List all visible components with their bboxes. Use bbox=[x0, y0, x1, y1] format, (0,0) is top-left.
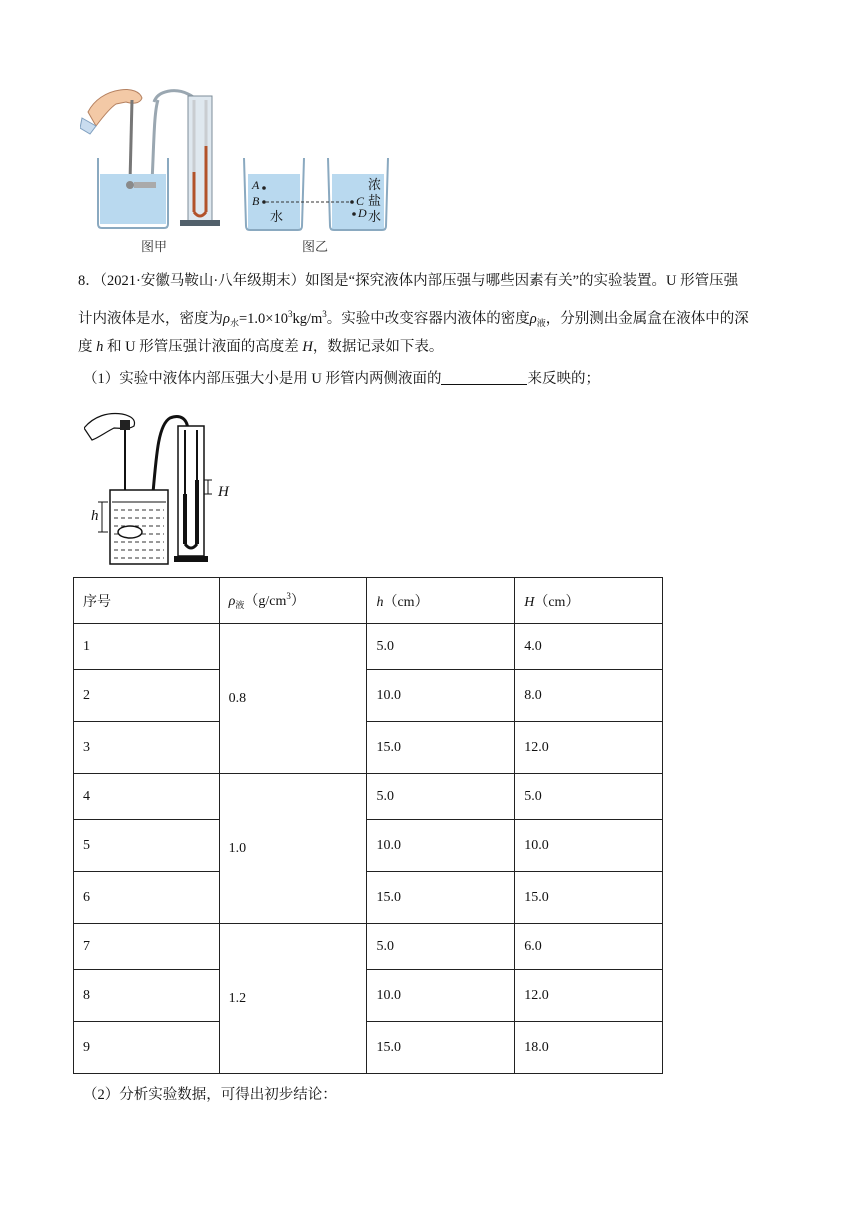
header-density-exp: 3 bbox=[286, 591, 291, 601]
row-index: 4 bbox=[74, 774, 220, 820]
row-index: 2 bbox=[74, 670, 220, 722]
depth-cell: 10.0 bbox=[367, 820, 515, 872]
table-header-row bbox=[74, 578, 663, 624]
height-diff-cell: 4.0 bbox=[515, 624, 663, 670]
header-density bbox=[219, 578, 367, 624]
table-row bbox=[74, 624, 663, 670]
table-row bbox=[74, 1022, 663, 1074]
height-diff-cell: 8.0 bbox=[515, 670, 663, 722]
table-row bbox=[74, 774, 663, 820]
question-text-2c: kg/m bbox=[292, 311, 323, 327]
var-h: h bbox=[96, 339, 104, 355]
depth-cell: 10.0 bbox=[367, 970, 515, 1022]
depth-cell: 15.0 bbox=[367, 1022, 515, 1074]
depth-cell: 5.0 bbox=[367, 624, 515, 670]
question-text-2d: 。实验中改变容器内液体的密度 bbox=[326, 311, 530, 327]
figure-yi-caption: 图乙 bbox=[302, 240, 329, 255]
table-row bbox=[74, 970, 663, 1022]
point-a-label: A bbox=[252, 178, 260, 192]
density-cell: 1.0 bbox=[219, 774, 367, 924]
question-line-3 bbox=[78, 337, 798, 357]
rho-symbol-2: ρ bbox=[529, 311, 537, 327]
header-height-diff bbox=[515, 578, 663, 624]
height-diff-cell: 6.0 bbox=[515, 924, 663, 970]
height-diff-cell: 12.0 bbox=[515, 722, 663, 774]
depth-cell: 15.0 bbox=[367, 872, 515, 924]
table-row bbox=[74, 722, 663, 774]
question-line-1 bbox=[78, 271, 798, 291]
density-cell: 1.2 bbox=[219, 924, 367, 1074]
figure-2-H-label: H bbox=[218, 484, 229, 500]
u-tube-manometer-2 bbox=[174, 426, 208, 562]
depth-cell: 5.0 bbox=[367, 774, 515, 820]
header-rho: ρ bbox=[228, 594, 236, 609]
liquid-water-label: 水 bbox=[270, 209, 284, 224]
rho-symbol: ρ bbox=[223, 311, 230, 327]
exponent: 3 bbox=[287, 309, 293, 319]
question-text-3a: 度 bbox=[78, 339, 97, 355]
u-tube-manometer bbox=[180, 96, 220, 226]
height-diff-cell: 5.0 bbox=[515, 774, 663, 820]
header-depth-var: h bbox=[376, 594, 384, 610]
question-source: （2021·安徽马鞍山·八年级期末） bbox=[99, 273, 306, 289]
question-text-2e: ，分别测出金属盒在液体中的深 bbox=[545, 311, 749, 327]
header-density-unit: （g/cm bbox=[244, 594, 287, 609]
part-2-line: （2）分析实验数据，可得出初步结论： bbox=[83, 1087, 337, 1103]
question-text-3c: ，数据记录如下表。 bbox=[312, 339, 444, 355]
figure-1-apparatus bbox=[80, 82, 400, 262]
data-table bbox=[73, 577, 663, 1074]
row-index: 8 bbox=[74, 970, 220, 1022]
header-depth bbox=[367, 578, 515, 624]
height-diff-cell: 12.0 bbox=[515, 970, 663, 1022]
header-depth-unit: （cm） bbox=[383, 594, 429, 610]
depth-cell: 5.0 bbox=[367, 924, 515, 970]
question-text-3b: 和 U 形管压强计液面的高度差 bbox=[103, 339, 303, 355]
question-text-2b: =1.0×10 bbox=[238, 311, 288, 327]
question-text-1: 如图是“探究液体内部压强与哪些因素有关”的实验装置。U 形管压强 bbox=[305, 273, 739, 289]
point-c-label: C bbox=[356, 194, 365, 208]
density-cell: 0.8 bbox=[219, 624, 367, 774]
rho-liquid-subscript: 液 bbox=[536, 318, 546, 328]
question-text-2a: 计内液体是水，密度为 bbox=[78, 311, 223, 327]
table-row bbox=[74, 670, 663, 722]
figure-jia-caption: 图甲 bbox=[141, 240, 168, 255]
point-d-label: D bbox=[358, 206, 367, 220]
row-index: 1 bbox=[74, 624, 220, 670]
row-index: 3 bbox=[74, 722, 220, 774]
answer-blank[interactable] bbox=[441, 370, 527, 385]
row-index: 5 bbox=[74, 820, 220, 872]
beaker-jia bbox=[98, 158, 168, 228]
point-b-label: B bbox=[252, 194, 260, 208]
header-index: 序号 bbox=[74, 578, 220, 624]
row-index: 9 bbox=[74, 1022, 220, 1074]
row-index: 7 bbox=[74, 924, 220, 970]
liquid-brine-label-2: 盐 bbox=[368, 193, 382, 208]
height-diff-cell: 15.0 bbox=[515, 872, 663, 924]
header-height-unit: （cm） bbox=[534, 594, 580, 610]
table-row bbox=[74, 872, 663, 924]
table-row bbox=[74, 820, 663, 872]
figure-2-h-label: h bbox=[91, 508, 99, 524]
var-H: H bbox=[302, 339, 313, 355]
table-row bbox=[74, 924, 663, 970]
liquid-brine-label-3: 水 bbox=[368, 209, 382, 224]
question-line-2 bbox=[78, 304, 798, 333]
header-rho-sub: 液 bbox=[235, 600, 245, 610]
height-diff-cell: 18.0 bbox=[515, 1022, 663, 1074]
liquid-brine-label-1: 浓 bbox=[368, 177, 382, 192]
part-1-text: （1）实验中液体内部压强大小是用 U 形管内两侧液面的 bbox=[83, 371, 442, 387]
header-height-var: H bbox=[524, 594, 535, 610]
height-diff-cell: 10.0 bbox=[515, 820, 663, 872]
question-number: 8． bbox=[78, 273, 100, 289]
part-1-text-end: 来反映的； bbox=[527, 371, 600, 387]
depth-cell: 10.0 bbox=[367, 670, 515, 722]
depth-cell: 15.0 bbox=[367, 722, 515, 774]
rho-water-subscript: 水 bbox=[229, 318, 239, 328]
part-1-line bbox=[83, 369, 803, 389]
row-index: 6 bbox=[74, 872, 220, 924]
unit-exponent: 3 bbox=[322, 309, 327, 319]
header-density-close: ） bbox=[290, 594, 305, 609]
